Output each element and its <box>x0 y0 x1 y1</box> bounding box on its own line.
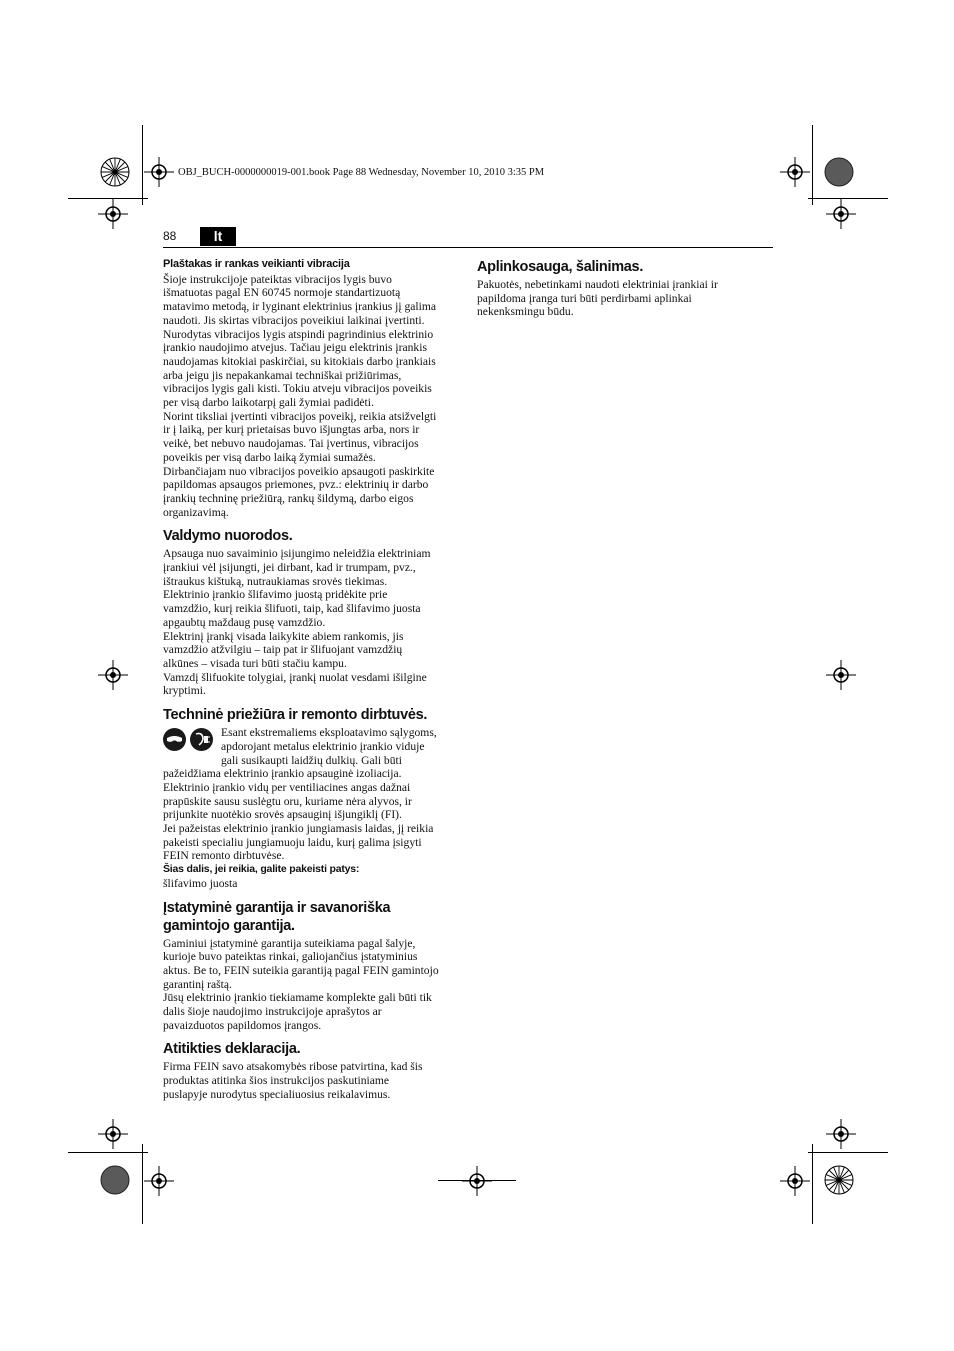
text-line: ir į laiką, per kurį prietaisas buvo išjungtas arba, nors ir <box>163 423 420 437</box>
text-line: įrankio naudojimo atvejus. Tačiau jeigu elektrinis įrankis <box>163 341 427 355</box>
text-line: naudoti. Jis skirtas vibracijos poveikiui laikinai įvertinti. <box>163 313 425 327</box>
heading-line: gamintojo garantija. <box>163 917 295 934</box>
text-line: produktas atitinka šios instrukcijos paskutiniame <box>163 1074 390 1088</box>
text-line: Elektrinio įrankio vidų per ventiliacines angas dažnai <box>163 780 411 794</box>
text-line: Šioje instrukcijoje pateiktas vibracijos lygis buvo <box>163 272 392 286</box>
section-heading: Plaštakas ir rankas veikianti vibracija <box>163 258 350 270</box>
environment-section <box>477 258 745 319</box>
text-line: papildomas apsaugos priemones, pvz.: elektrinių ir darbo <box>163 478 429 492</box>
text-line: papildoma įranga turi būti perdirbami aplinkai <box>477 291 692 305</box>
text-line: vamzdžio, kurį reikia šlifuoti, taip, kad šlifavimo juosta <box>163 602 421 616</box>
text-line: Norint tiksliai įvertinti vibracijos poveikį, reikia atsižvelgti <box>163 409 437 423</box>
warranty-section <box>163 899 459 1033</box>
text-line: apgaubtų maždaug pusę vamzdžio. <box>163 615 326 629</box>
color-wheel-icon <box>100 157 130 187</box>
registration-target-icon <box>98 1119 128 1149</box>
registration-target-icon <box>780 157 810 187</box>
conformity-section <box>163 1040 459 1101</box>
text-line: Elektrinio įrankio šlifavimo juostą pridėkite prie <box>163 588 388 602</box>
paragraph <box>477 278 745 319</box>
text-line: poveikis per visą darbo laiką žymiai sumažės. <box>163 450 376 464</box>
text-line: gali susikaupti laidžių dulkių. Gali būti <box>221 753 402 767</box>
text-line: alkūnes – visada turi būti stačiu kampu. <box>163 656 347 670</box>
text-line: arba jeigu jis nepakankamai techniškai prižiūrimas, <box>163 368 402 382</box>
text-line: pavaizduotos papildomos įrangos. <box>163 1018 322 1032</box>
maintenance-section <box>163 706 459 890</box>
text-line: Gaminiui įstatyminė garantija suteikiama pagal šalyje, <box>163 936 416 950</box>
page-number: 88 <box>163 229 177 243</box>
text-line: Firma FEIN savo atsakomybės ribose patvirtina, kad šis <box>163 1060 423 1074</box>
right-column <box>477 258 745 319</box>
text-line: garantinį raštą. <box>163 977 232 991</box>
text-line: vamzdžio atžvilgiu – taip pat ir šlifuojant vamzdžių <box>163 643 403 657</box>
text-line: apdorojant metalus elektrinio įrankio viduje <box>221 739 425 753</box>
registration-target-icon <box>98 660 128 690</box>
registration-target-icon <box>780 1166 810 1196</box>
color-wheel-icon <box>824 1165 854 1195</box>
text-line: pakeisti specialiu jungiamuoju laidu, kurį galima įsigyti <box>163 835 422 849</box>
text-line: matavimo metodą, ir lyginant elektrinius įrankius jį galima <box>163 300 437 314</box>
text-line: veikė, bet nebuvo naudojamas. Tai įvertinus, vibracijos <box>163 437 419 451</box>
paragraph <box>163 273 459 520</box>
registration-target-icon <box>98 199 128 229</box>
left-column <box>163 258 459 1102</box>
text-line: kryptimi. <box>163 684 206 698</box>
paragraph <box>163 1060 459 1101</box>
registration-target-icon <box>144 1166 174 1196</box>
text-line: įrankių techninę priežiūrą, rankų šildymą, darbo eigos <box>163 491 414 505</box>
text-line: vibracijos lygis gali kisti. Tokiu atveju vibracijos poveikis <box>163 382 432 396</box>
text-line: Nurodytas vibracijos lygis atspindi pagrindinius elektrinio <box>163 327 434 341</box>
safety-goggles-icon <box>163 728 186 751</box>
text-line: Elektrinį įrankį visada laikykite abiem rankomis, jis <box>163 629 404 643</box>
text-line: organizavimą. <box>163 505 229 519</box>
section-heading: Techninė priežiūra ir remonto dirbtuvės. <box>163 707 428 724</box>
safety-icons <box>163 728 217 754</box>
ear-protection-icon <box>190 728 213 751</box>
vibration-section <box>163 258 459 519</box>
text-line: Jūsų elektrinio įrankio tiekiamame komplekte gali būti tik <box>163 991 432 1005</box>
heading-line: Įstatyminė garantija ir savanoriška <box>163 899 391 916</box>
section-heading <box>163 899 459 935</box>
file-header: OBJ_BUCH-0000000019-001.book Page 88 Wednesday, November 10, 2010 3:35 PM <box>178 167 545 178</box>
paragraph <box>163 767 459 863</box>
registration-target-icon <box>826 199 856 229</box>
header-rule <box>163 247 773 248</box>
text-line: puslapyje nurodytus specialiuosius reikalavimus. <box>163 1087 391 1101</box>
parts-value: šlifavimo juosta <box>163 876 238 890</box>
paragraph <box>163 937 459 1033</box>
registration-target-icon <box>826 1119 856 1149</box>
registration-target-icon <box>826 660 856 690</box>
text-line: FEIN remonto dirbtuvėse. <box>163 849 285 863</box>
text-line: Apsauga nuo savaiminio įsijungimo neleidžia elektriniam <box>163 547 431 561</box>
text-line: įrankiui vėl įsijungti, jei dirbant, kad ir trumpam, pvz., <box>163 561 416 575</box>
section-heading: Atitikties deklaracija. <box>163 1041 301 1058</box>
text-line: kurioje buvo pateiktas rinkai, galiojančius įstatyminius <box>163 950 418 964</box>
text-line: ištraukus kištuką, nutraukiamas srovės tiekimas. <box>163 574 388 588</box>
registration-target-icon <box>144 157 174 187</box>
text-line: dalis šioje naudojimo instrukcijoje aprašytos ar <box>163 1005 382 1019</box>
text-line: prijunkite nuotėkio srovės apsauginį išjungiklį (FI). <box>163 808 402 822</box>
text-line: Dirbančiajam nuo vibracijos poveikio apsaugoti paskirkite <box>163 464 435 478</box>
text-line: prapūskite sausu suslėgtu oru, kuriame nėra alyvos, ir <box>163 794 412 808</box>
parts-label: Šias dalis, jei reikia, galite pakeisti patys: <box>163 863 360 876</box>
operation-section <box>163 527 459 698</box>
text-line: per visą darbo laikotarpį gali žymiai padidėti. <box>163 396 374 410</box>
text-line: nekenksmingu būdu. <box>477 305 574 319</box>
text-line: Vamzdį šlifuokite tolygiai, įrankį nuolat vesdami išilgine <box>163 670 427 684</box>
text-line: naudojamas kitokiai paskirčiai, su kitokiais darbo įrankiais <box>163 354 436 368</box>
section-heading: Aplinkosauga, šalinimas. <box>477 259 644 275</box>
registration-target-icon <box>462 1166 492 1196</box>
text-line: Pakuotės, nebetinkami naudoti elektriniai įrankiai ir <box>477 278 718 291</box>
text-line: pažeidžiama elektrinio įrankio apsauginė izoliacija. <box>163 767 402 781</box>
gray-disc-icon <box>824 157 854 187</box>
text-line: Esant ekstremaliems eksploatavimo sąlygoms, <box>221 726 437 740</box>
paragraph <box>163 547 459 698</box>
text-line: Jei pažeistas elektrinio įrankio jungiamasis laidas, jį reikia <box>163 822 434 836</box>
text-line: aktus. Be to, FEIN suteikia garantiją pagal FEIN gamintojo <box>163 963 439 977</box>
gray-disc-icon <box>100 1165 130 1195</box>
section-heading: Valdymo nuorodos. <box>163 528 293 545</box>
language-tab: lt <box>200 227 236 246</box>
text-line: išmatuotas pagal EN 60745 normoje standartizuotą <box>163 286 401 300</box>
